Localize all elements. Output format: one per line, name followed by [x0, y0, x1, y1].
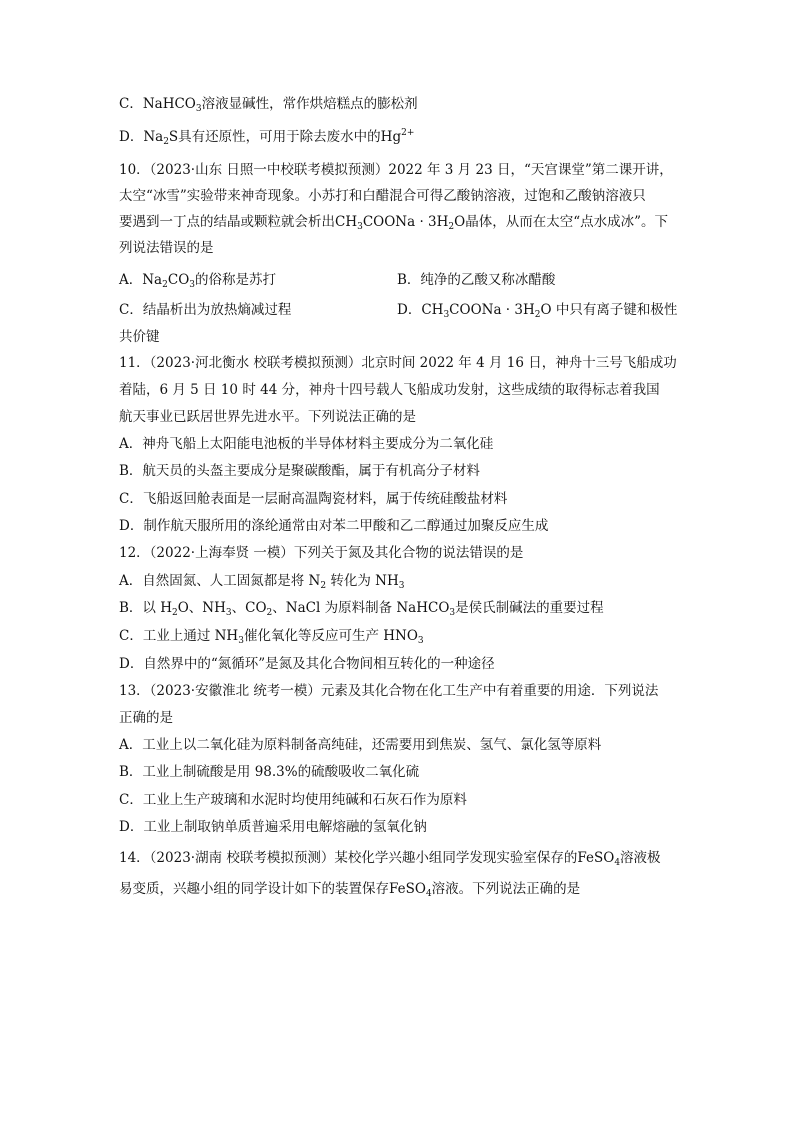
q10-stem-line-1: 10．（2023·山东 日照一中校联考模拟预测）2022 年 3 月 23 日，“天宫课堂”第二课开讲，: [119, 162, 673, 178]
q10-option-d: D．$CH_3COONa \cdot 3H_2O$ 中只有离子键和极性: [397, 302, 678, 320]
q12-stem: 12．（2022·上海奉贤 一模）下列关于氮及其化合物的说法错误的是: [119, 545, 524, 561]
q10-stem-line-2: 太空“冰雪”实验带来神奇现象。小苏打和白醋混合可得乙酸钠溶液，过饱和乙酸钠溶液只: [119, 188, 646, 204]
q11-option-a: A．神舟飞船上太阳能电池板的半导体材料主要成分为二氧化硅: [119, 436, 494, 452]
q13-option-b: B．工业上制硫酸是用 98.3%的硫酸吸收二氧化硫: [119, 764, 420, 780]
q11-stem-line-1: 11．（2023·河北衡水 校联考模拟预测）北京时间 2022 年 4 月 16 日，神舟十三号飞船成功: [119, 355, 677, 371]
q13-stem-line-2: 正确的是: [119, 710, 173, 726]
q10-option-b: B．纯净的乙酸又称冰醋酸: [397, 272, 556, 288]
q13-option-c: C．工业上生产玻璃和水泥时均使用纯碱和石灰石作为原料: [119, 792, 467, 808]
q10-option-d-continued: 共价键: [119, 329, 160, 345]
q12-option-b: B．以 $H_2O$、$NH_3$、$CO_2$、NaCl 为原料制备 NaHCO$_3$是侯氏制碱法的重要过程: [119, 600, 604, 618]
q14-stem-line-1: 14．（2023·湖南 校联考模拟预测）某校化学兴趣小组同学发现实验室保存的FeSO$_4$溶液极: [119, 850, 661, 868]
q13-stem-line-1: 13．（2023·安徽淮北 统考一模）元素及其化合物在化工生产中有着重要的用途．下列说法: [119, 683, 659, 699]
q10-options-row-1: [119, 270, 679, 290]
q14-stem-line-2: 易变质，兴趣小组的同学设计如下的装置保存FeSO$_4$溶液。下列说法正确的是: [119, 881, 581, 899]
q13-option-a: A．工业上以二氧化硅为原料制备高纯硅，还需要用到焦炭、氢气、氯化氢等原料: [119, 737, 602, 753]
q11-option-d: D．制作航天服所用的涤纶通常由对苯二甲酸和乙二醇通过加聚反应生成: [119, 518, 549, 534]
q10-options-row-2: [119, 300, 679, 320]
q11-option-c: C．飞船返回舱表面是一层耐高温陶瓷材料，属于传统硅酸盐材料: [119, 491, 508, 507]
q10-stem-line-4: 列说法错误的是: [119, 240, 214, 256]
q9-option-c: C．NaHCO$_3$溶液显碱性，常作烘焙糕点的膨松剂: [119, 96, 418, 114]
q11-stem-line-2: 着陆，6 月 5 日 10 时 44 分，神舟十四号载人飞船成功发射，这些成绩的取得标志着我国: [119, 382, 660, 398]
q11-stem-line-3: 航天事业已跃居世界先进水平。下列说法正确的是: [119, 409, 416, 425]
q12-option-d: D．自然界中的“氮循环”是氮及其化合物间相互转化的一种途径: [119, 656, 495, 672]
q10-option-c: C．结晶析出为放热熵减过程: [119, 302, 292, 318]
q11-option-b: B．航天员的头盔主要成分是聚碳酸酯，属于有机高分子材料: [119, 463, 480, 479]
q9-option-d: D．$Na_2S$具有还原性，可用于除去废水中的$Hg^{2+}$: [119, 128, 415, 147]
q10-stem-line-3: 要遇到一丁点的结晶或颗粒就会析出$CH_3COONa \cdot 3H_2O$晶体，从而在太空“点水成冰”。下: [119, 214, 669, 232]
q12-option-c: C．工业上通过 $NH_3$催化氧化等反应可生产 $HNO_3$: [119, 628, 424, 646]
q10-option-a: A．$Na_2CO_3$的俗称是苏打: [119, 272, 276, 290]
q13-option-d: D．工业上制取钠单质普遍采用电解熔融的氢氧化钠: [119, 819, 427, 835]
q12-option-a: A．自然固氮、人工固氮都是将 $N_2$ 转化为 $NH_3$: [119, 573, 405, 591]
